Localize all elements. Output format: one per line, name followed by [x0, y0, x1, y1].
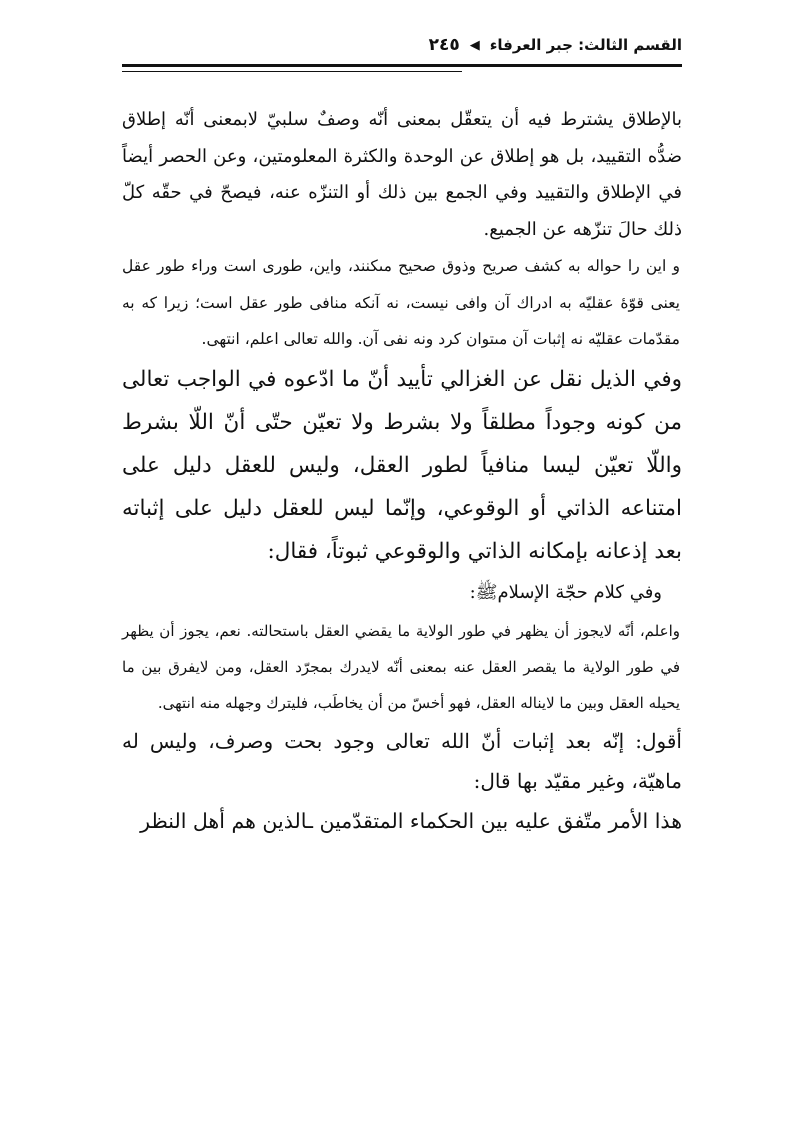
paragraph-ghazali: وفي الذيل نقل عن الغزالي تأييد أنّ ما ادّعوه في الواجب تعالى من كونه وجوداً مطلقاً ولا بشرط ولا تعيّن حتّى أنّ اللّا بشرط واللّا تعيّن ليسا منافياً لطور العقل، وليس للعقل دليل على امتناعه الذاتي أو الوقوعي، وإنّما ليس للعقل دليل على إثباته بعد إذعانه بإمكانه الذاتي والوقوعي ثبوتاً، فقال:: [122, 366, 682, 564]
paragraph-aqulu: أقول: إنّه بعد إثبات أنّ الله تعالى وجود بحت وصرف، وليس له ماهيّة، وغير مقيّد بها قال:: [122, 728, 682, 793]
header-rule-thick: [122, 64, 682, 67]
header-rule-thin: [122, 71, 462, 72]
paragraph-quote-persian: و اين را حواله به كشف صريح وذوق صحيح مىكنند، واين، طورى است وراء طور عقل يعنى قوّهٔ عقليّه به ادراك آن وافى نيست، نه آنكه منافى طور عقل است؛ زيرا كه به مقدّمات عقليّه نه إثبات آن مىتوان كرد ونه نفى آن. والله تعالى اعلم، انتهى.: [122, 257, 680, 348]
page-number: ٢٤٥: [428, 35, 460, 55]
paragraph-hadha-alamr: هذا الأمر متّفق عليه بين الحكماء المتقدّمين ـالذين هم أهل النظر: [140, 808, 682, 833]
running-header: [122, 28, 682, 62]
page-body: [122, 102, 682, 841]
paragraph-hujjat-quote: واعلم، أنّه لايجوز أن يظهر في طور الولاية ما يقضي العقل باستحالته. نعم، يجوز أن يظهر في طور الولاية ما يقصر العقل عنه بمعنى أنّه لايدرك بمجرّد العقل، ومن لايفرق بين ما يحيله العقل وبين ما لايناله العقل، فهو أخسّ من أن يخاطَب، فليترك وجهله منه انتهى.: [122, 621, 680, 712]
header-arrow-icon: ◀: [469, 37, 480, 53]
paragraph-quote-arabic: بالإطلاق يشترط فيه أن يتعقّل بمعنى أنّه وصفٌ سلبيّ لابمعنى أنّه إطلاق ضدُّه التقييد، بل هو إطلاق عن الوحدة والكثرة المعلومتين، وعن الحصر أيضاً في الإطلاق والتقييد وفي الجمع بين ذلك أو التنزّه عنه، فيصحّ في حقّه كلّ ذلك حالَ تنزّهه عن الجميع.: [122, 109, 682, 240]
paragraph-hujjat-intro: وفي كلام حجّة الإسلامﷺ:: [469, 581, 662, 603]
header-title: القسم الثالث: جبر العرفاء: [489, 36, 682, 54]
